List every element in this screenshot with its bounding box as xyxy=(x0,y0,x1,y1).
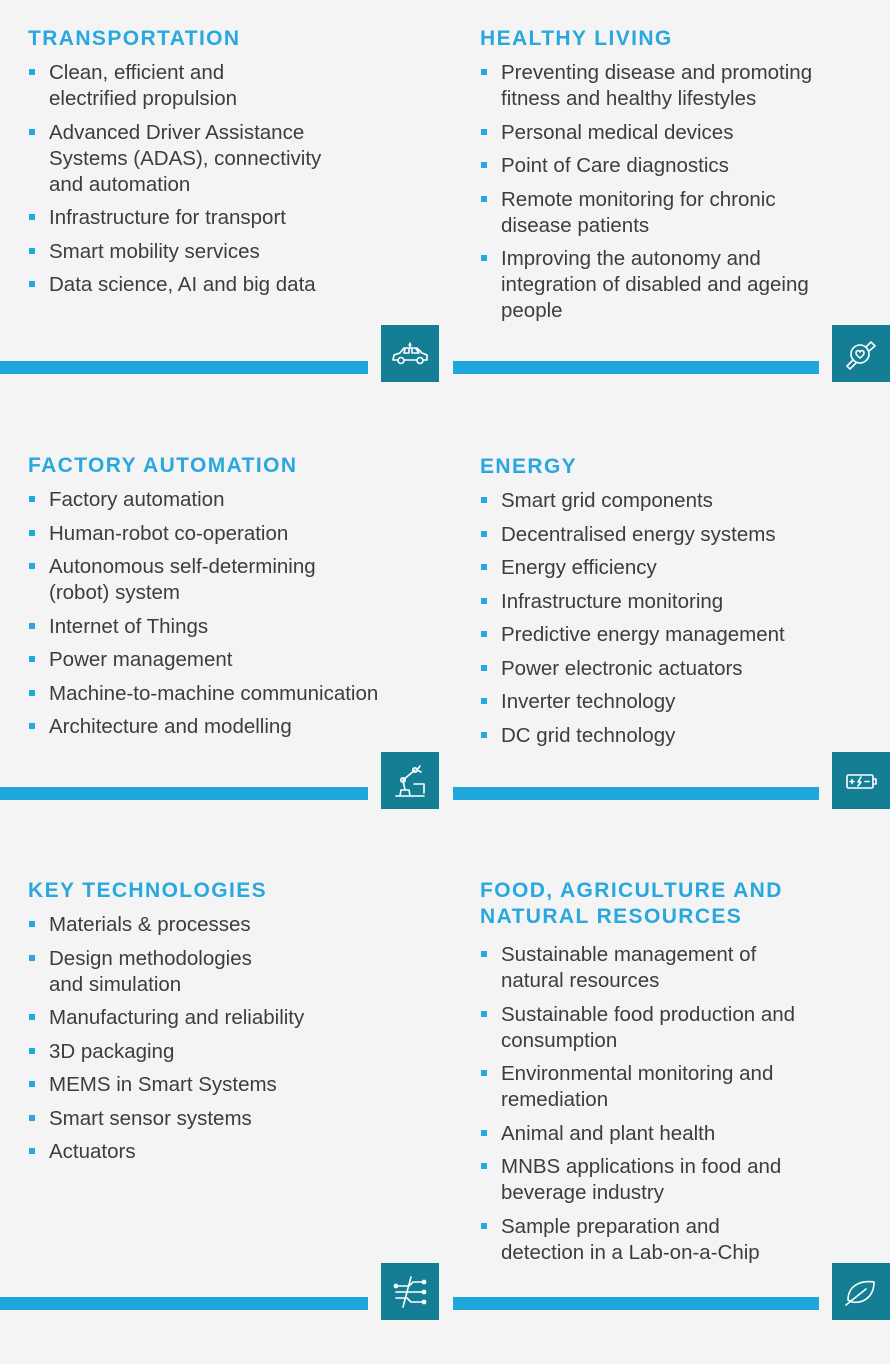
list-item: Energy efficiency xyxy=(480,555,880,581)
list-item: Advanced Driver Assistance Systems (ADAS), connectivity and automation xyxy=(28,120,428,198)
item-list xyxy=(480,60,880,324)
list-item: Human-robot co-operation xyxy=(28,521,428,547)
list-item: MNBS applications in food and beverage industry xyxy=(480,1154,880,1206)
divider-bar xyxy=(0,1297,368,1310)
circuit-icon-box xyxy=(381,1263,439,1320)
car-icon xyxy=(389,333,431,375)
list-item: MEMS in Smart Systems xyxy=(28,1072,428,1098)
divider-bar xyxy=(0,361,368,374)
list-item: Autonomous self-determining (robot) system xyxy=(28,554,428,606)
list-item: Data science, AI and big data xyxy=(28,272,428,298)
circuit-icon xyxy=(389,1271,431,1313)
list-item: Machine-to-machine communication xyxy=(28,681,428,707)
section-energy xyxy=(480,454,880,756)
list-item: DC grid technology xyxy=(480,723,880,749)
item-list xyxy=(480,488,880,749)
divider-bar xyxy=(453,787,819,800)
section-factory-automation xyxy=(28,453,428,748)
section-title: FACTORY AUTOMATION xyxy=(28,454,298,477)
list-item: Infrastructure for transport xyxy=(28,205,428,231)
robot-arm-icon-box xyxy=(381,752,439,809)
list-item: Smart grid components xyxy=(480,488,880,514)
item-list xyxy=(28,487,428,740)
list-item: Smart mobility services xyxy=(28,239,428,265)
list-item: Sample preparation and detection in a Lab-on-a-Chip xyxy=(480,1214,880,1266)
item-list xyxy=(480,942,880,1266)
list-item: Power management xyxy=(28,647,428,673)
list-item: Factory automation xyxy=(28,487,428,513)
section-title: TRANSPORTATION xyxy=(28,27,241,50)
list-item: Clean, efficient and electrified propulsion xyxy=(28,60,428,112)
item-list xyxy=(28,60,428,298)
list-item: Internet of Things xyxy=(28,614,428,640)
list-item: Materials & processes xyxy=(28,912,428,938)
divider-bar xyxy=(453,1297,819,1310)
section-title: ENERGY xyxy=(480,455,578,478)
battery-icon-box xyxy=(832,752,890,809)
list-item: Predictive energy management xyxy=(480,622,880,648)
list-item: Personal medical devices xyxy=(480,120,880,146)
list-item: Preventing disease and promoting fitness and healthy lifestyles xyxy=(480,60,880,112)
section-healthy-living xyxy=(480,26,880,332)
list-item: Manufacturing and reliability xyxy=(28,1005,428,1031)
list-item: Remote monitoring for chronic disease patients xyxy=(480,187,880,239)
list-item: Decentralised energy systems xyxy=(480,522,880,548)
heart-watch-icon-box xyxy=(832,325,890,382)
list-item: Sustainable management of natural resources xyxy=(480,942,880,994)
list-item: Improving the autonomy and integration of disabled and ageing people xyxy=(480,246,880,324)
section-title: KEY TECHNOLOGIES xyxy=(28,879,268,902)
divider-bar xyxy=(453,361,819,374)
divider-bar xyxy=(0,787,368,800)
list-item: Architecture and modelling xyxy=(28,714,428,740)
battery-icon xyxy=(840,760,882,802)
list-item: Inverter technology xyxy=(480,689,880,715)
list-item: Environmental monitoring and remediation xyxy=(480,1061,880,1113)
robot-arm-icon xyxy=(389,760,431,802)
item-list xyxy=(28,912,428,1165)
section-title: HEALTHY LIVING xyxy=(480,27,673,50)
section-title: FOOD, AGRICULTURE AND NATURAL RESOURCES xyxy=(480,879,783,928)
list-item: Sustainable food production and consumption xyxy=(480,1002,880,1054)
list-item: Design methodologies and simulation xyxy=(28,946,428,998)
list-item: Animal and plant health xyxy=(480,1121,880,1147)
list-item: Actuators xyxy=(28,1139,428,1165)
leaf-icon-box xyxy=(832,1263,890,1320)
list-item: 3D packaging xyxy=(28,1039,428,1065)
section-key-technologies xyxy=(28,878,428,1173)
list-item: Infrastructure monitoring xyxy=(480,589,880,615)
car-icon-box xyxy=(381,325,439,382)
section-transportation xyxy=(28,26,428,306)
leaf-icon xyxy=(840,1271,882,1313)
list-item: Power electronic actuators xyxy=(480,656,880,682)
list-item: Point of Care diagnostics xyxy=(480,153,880,179)
heart-watch-icon xyxy=(840,333,882,375)
list-item: Smart sensor systems xyxy=(28,1106,428,1132)
section-food-agriculture xyxy=(480,878,880,1273)
